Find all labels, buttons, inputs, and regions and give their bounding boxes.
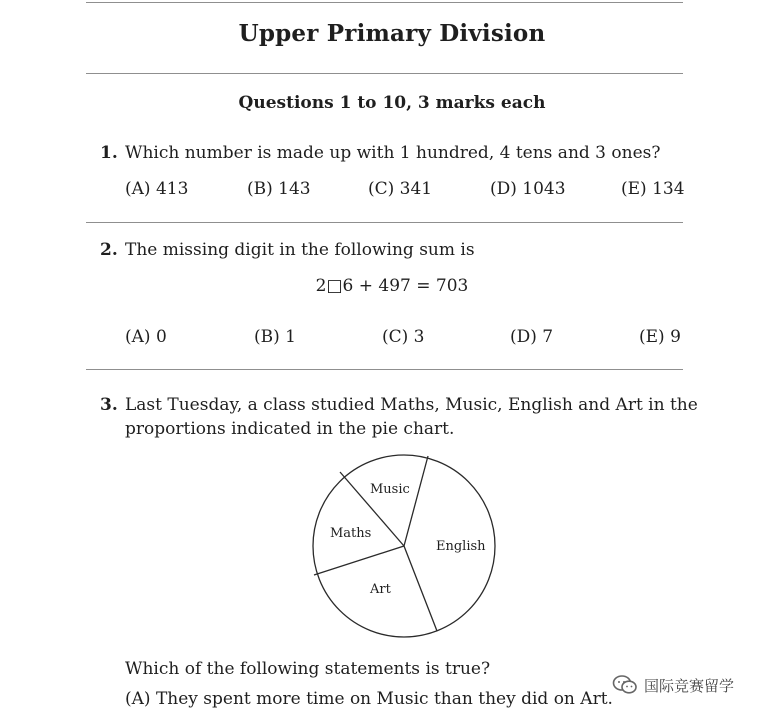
option-c: (C) 341 [368,179,433,199]
option-e: (E) 9 [639,327,681,347]
division-title: Upper Primary Division [238,20,546,47]
watermark [612,673,734,697]
wechat-logo-icon [612,674,638,696]
option-c: (C) 3 [382,327,425,347]
question-number: 2. [100,240,118,260]
question-text-line-1: Last Tuesday, a class studied Maths, Music, English and Art in the [125,395,698,415]
pie-label-maths: Maths [330,526,372,541]
divider-rule [86,369,683,370]
question-number: 1. [100,143,118,163]
pie-label-english: English [436,539,486,554]
divider-rule [86,222,683,223]
option-a: (A) 0 [125,327,167,347]
option-d: (D) 1043 [490,179,566,199]
option-e: (E) 134 [621,179,685,199]
equation: 2□6 + 497 = 703 [315,276,469,296]
title-rule [86,73,683,74]
question-text: Which number is made up with 1 hundred, 4 tens and 3 ones? [125,143,661,163]
option-b: (B) 143 [247,179,311,199]
pie-divider [404,546,437,631]
option-d: (D) 7 [510,327,554,347]
question-prompt: Which of the following statements is true? [125,659,491,679]
pie-label-music: Music [370,482,410,497]
top-rule [86,2,683,3]
statement-a: (A) They spent more time on Music than they did on Art. [125,689,613,709]
pie-chart [300,448,504,648]
option-a: (A) 413 [125,179,189,199]
watermark-text: 国际竞赛留学 [644,676,735,695]
question-text: The missing digit in the following sum is [125,240,475,260]
question-number: 3. [100,395,118,415]
section-title: Questions 1 to 10, 3 marks each [238,93,546,113]
pie-divider [404,456,428,546]
pie-divider [314,546,404,575]
question-text-line-2: proportions indicated in the pie chart. [125,419,455,439]
option-b: (B) 1 [254,327,296,347]
pie-label-art: Art [370,582,391,597]
